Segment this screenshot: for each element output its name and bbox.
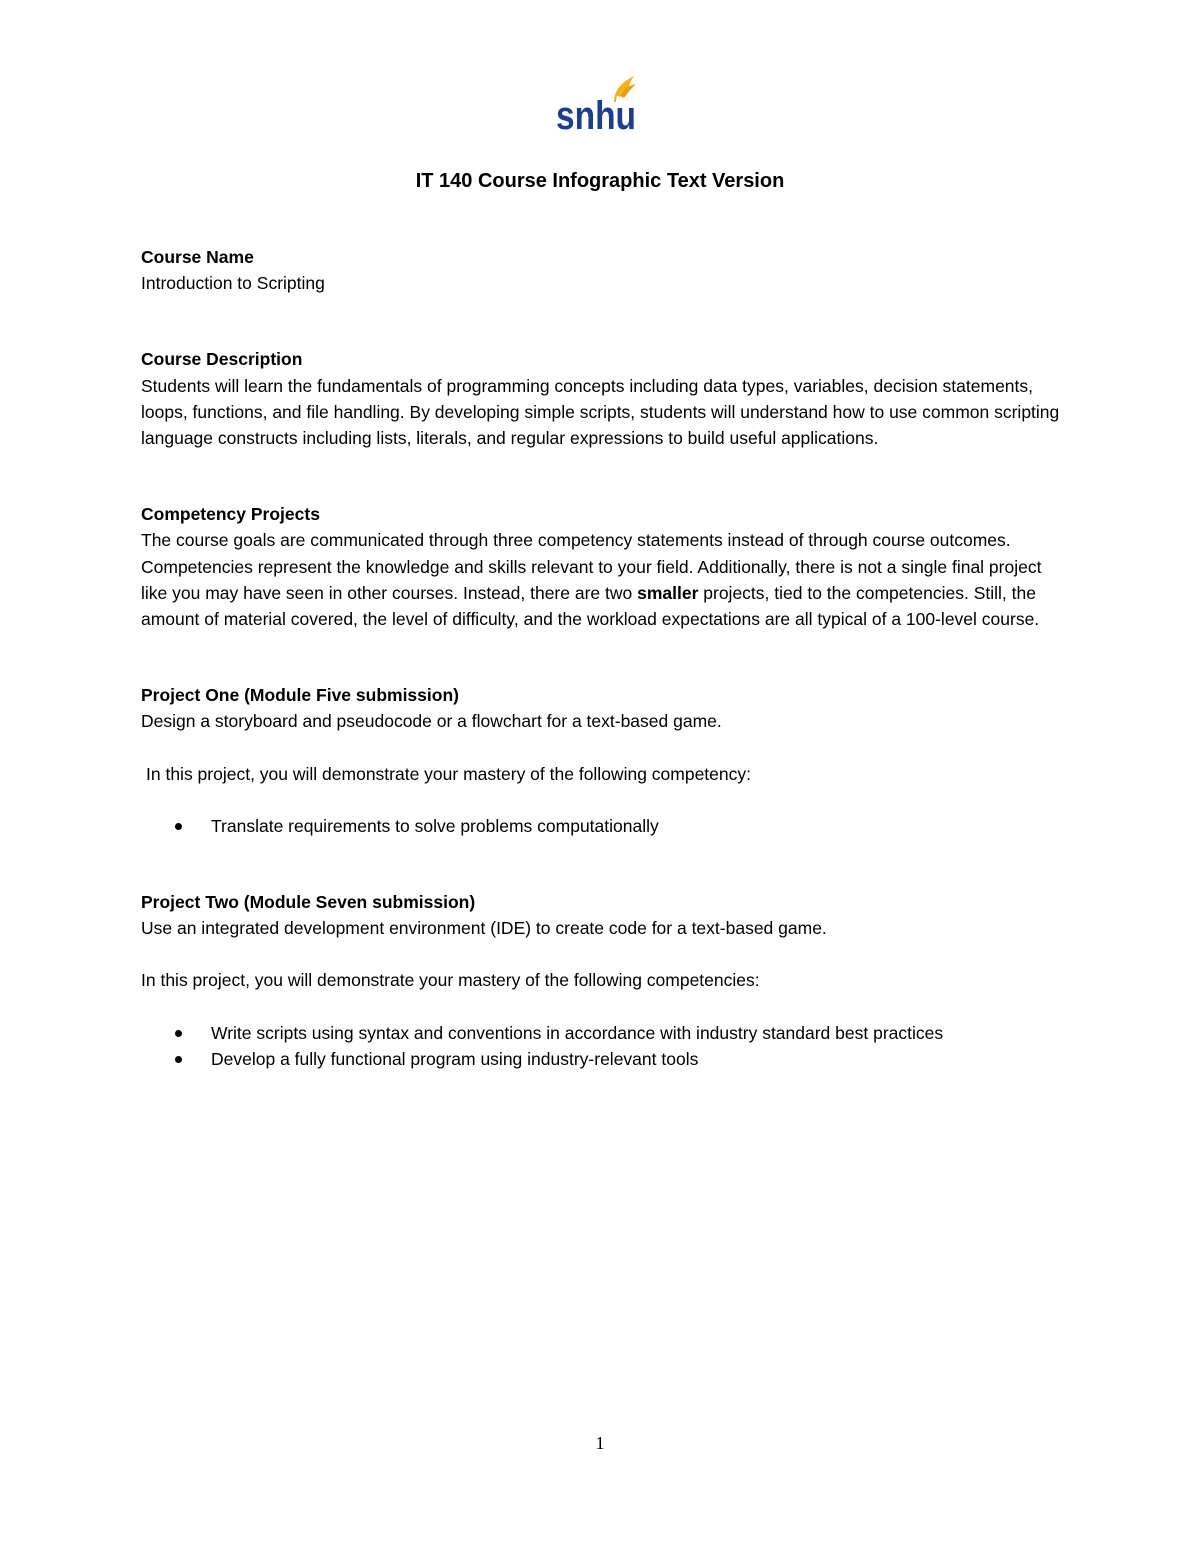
- project-two-description: Use an integrated development environment (IDE) to create code for a text-based game.: [141, 918, 827, 939]
- list-item-text: Translate requirements to solve problems computationally: [211, 815, 659, 836]
- project-two-heading: Project Two (Module Seven submission): [141, 892, 476, 913]
- document-body: [141, 244, 1061, 1072]
- list-item: [141, 1020, 1061, 1046]
- bullet-icon: [175, 1056, 182, 1063]
- list-item: [141, 813, 1061, 839]
- course-name-heading: Course Name: [141, 247, 254, 267]
- project-one-competency-list: [141, 813, 1061, 839]
- project-one-description: Design a storyboard and pseudocode or a flowchart for a text-based game.: [141, 711, 722, 732]
- project-one-intro: In this project, you will demonstrate your mastery of the following competency:: [146, 763, 751, 784]
- competency-projects-text: [141, 527, 1061, 632]
- list-item: [141, 1046, 1061, 1072]
- competency-text-bold: smaller: [637, 582, 699, 603]
- bullet-icon: [175, 823, 182, 830]
- competency-projects-heading: Competency Projects: [141, 504, 320, 525]
- document-title: IT 140 Course Infographic Text Version: [415, 170, 785, 192]
- page-number: 1: [595, 1433, 605, 1453]
- course-name-text: Introduction to Scripting: [141, 273, 325, 294]
- list-item-text: Develop a fully functional program using industry-relevant tools: [211, 1048, 699, 1069]
- course-description-text: Students will learn the fundamentals of programming concepts including data types, variables, decision statements, loops, functions, and file handling. By developing simple scripts, students will understand how to use common scripting language constructs including lists, literals, and regular expressions to build useful applications.: [141, 375, 1060, 449]
- snhu-logo: [554, 72, 640, 138]
- logo-wordmark: snhu: [556, 94, 636, 138]
- project-two-competency-list: [141, 1020, 1061, 1072]
- list-item-text: Write scripts using syntax and conventions in accordance with industry standard best practices: [211, 1022, 944, 1043]
- competency-text-part-1: The course goals are communicated through three competency statements instead of through course outcomes. Competencies represent the knowledge and skills relevant to your field. Additionally, there is not a single final project like you may have seen in other courses. Instead, there are two: [141, 530, 1042, 603]
- project-two-intro: In this project, you will demonstrate your mastery of the following competencies:: [141, 970, 760, 991]
- project-one-heading: Project One (Module Five submission): [141, 685, 459, 706]
- course-description-heading: Course Description: [141, 349, 303, 370]
- competency-text-part-2: projects, tied to the competencies. Still, the amount of material covered, the level of difficulty, and the workload expectations are all typical of a 100-level course.: [141, 582, 1040, 630]
- bullet-icon: [175, 1030, 182, 1037]
